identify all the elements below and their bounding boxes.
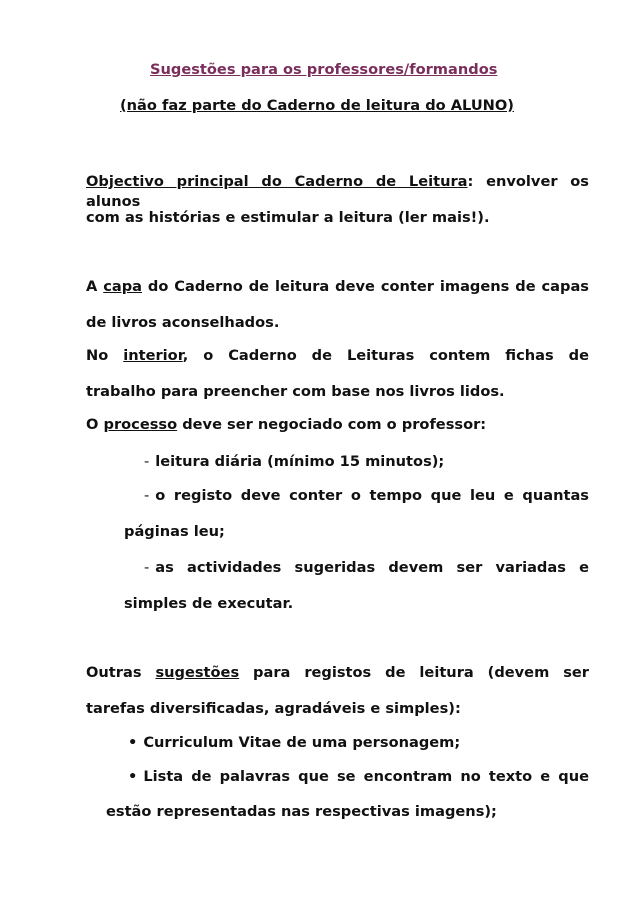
page-title xyxy=(150,60,497,80)
objective-line-1-rest: : envolver os alunos xyxy=(86,173,589,210)
process-item-3-line-2: simples de executar. xyxy=(124,595,294,612)
suggestion-item-2-line-2: estão representadas nas respectivas imagens); xyxy=(106,803,497,820)
suggestion-item-1-text: Curriculum Vitae de uma personagem; xyxy=(143,734,461,751)
cover-prefix: A xyxy=(86,278,104,295)
suggestion-item-2-text: Lista de palavras que se encontram no texto e que xyxy=(143,768,589,785)
cover-term: capa xyxy=(103,278,142,295)
process-item-3-line-1 xyxy=(144,558,589,578)
suggestions-prefix: Outras xyxy=(86,664,156,681)
bullet-marker: • xyxy=(128,768,138,785)
process-item-2-line-1 xyxy=(144,486,589,506)
objective-line-2: com as histórias e estimular a leitura (ler mais!). xyxy=(86,209,490,226)
cover-line-1 xyxy=(86,277,589,297)
suggestions-line-1 xyxy=(86,663,589,683)
suggestions-term: sugestões xyxy=(155,664,240,681)
dash-marker: - xyxy=(144,453,150,470)
suggestions-line-1-rest: para registos de leitura (devem ser xyxy=(239,664,589,681)
process-item-1-text: leitura diária (mínimo 15 minutos); xyxy=(155,453,445,470)
process-item-3-text: as actividades sugeridas devem ser variadas e xyxy=(155,559,589,576)
page-subtitle xyxy=(120,96,514,116)
page-title-text: Sugestões para os professores/formandos xyxy=(150,61,498,78)
process-line xyxy=(86,415,486,435)
interior-line-1 xyxy=(86,346,589,366)
suggestions-line-2: tarefas diversificadas, agradáveis e simples): xyxy=(86,700,461,717)
suggestion-item-1 xyxy=(128,733,460,753)
dash-marker: - xyxy=(144,559,150,576)
process-prefix: O xyxy=(86,416,104,433)
cover-line-2: de livros aconselhados. xyxy=(86,314,280,331)
suggestion-item-2-line-1 xyxy=(128,767,589,787)
cover-line-1-rest: do Caderno de leitura deve conter imagens de capas xyxy=(142,278,589,295)
page-subtitle-text: (não faz parte do Caderno de leitura do ALUNO) xyxy=(120,97,514,114)
dash-marker: - xyxy=(144,487,150,504)
interior-line-2: trabalho para preencher com base nos livros lidos. xyxy=(86,383,505,400)
objective-line-1 xyxy=(86,172,589,212)
process-term: processo xyxy=(103,416,178,433)
bullet-marker: • xyxy=(128,734,138,751)
interior-term: interior xyxy=(123,347,183,364)
process-item-2-text: o registo deve conter o tempo que leu e quantas xyxy=(155,487,589,504)
process-item-2-line-2: páginas leu; xyxy=(124,523,225,540)
interior-prefix: No xyxy=(86,347,124,364)
process-item-1 xyxy=(144,452,444,472)
objective-label: Objectivo principal do Caderno de Leitura xyxy=(86,173,468,190)
interior-line-1-rest: , o Caderno de Leituras contem fichas de xyxy=(182,347,589,364)
process-rest: deve ser negociado com o professor: xyxy=(177,416,487,433)
